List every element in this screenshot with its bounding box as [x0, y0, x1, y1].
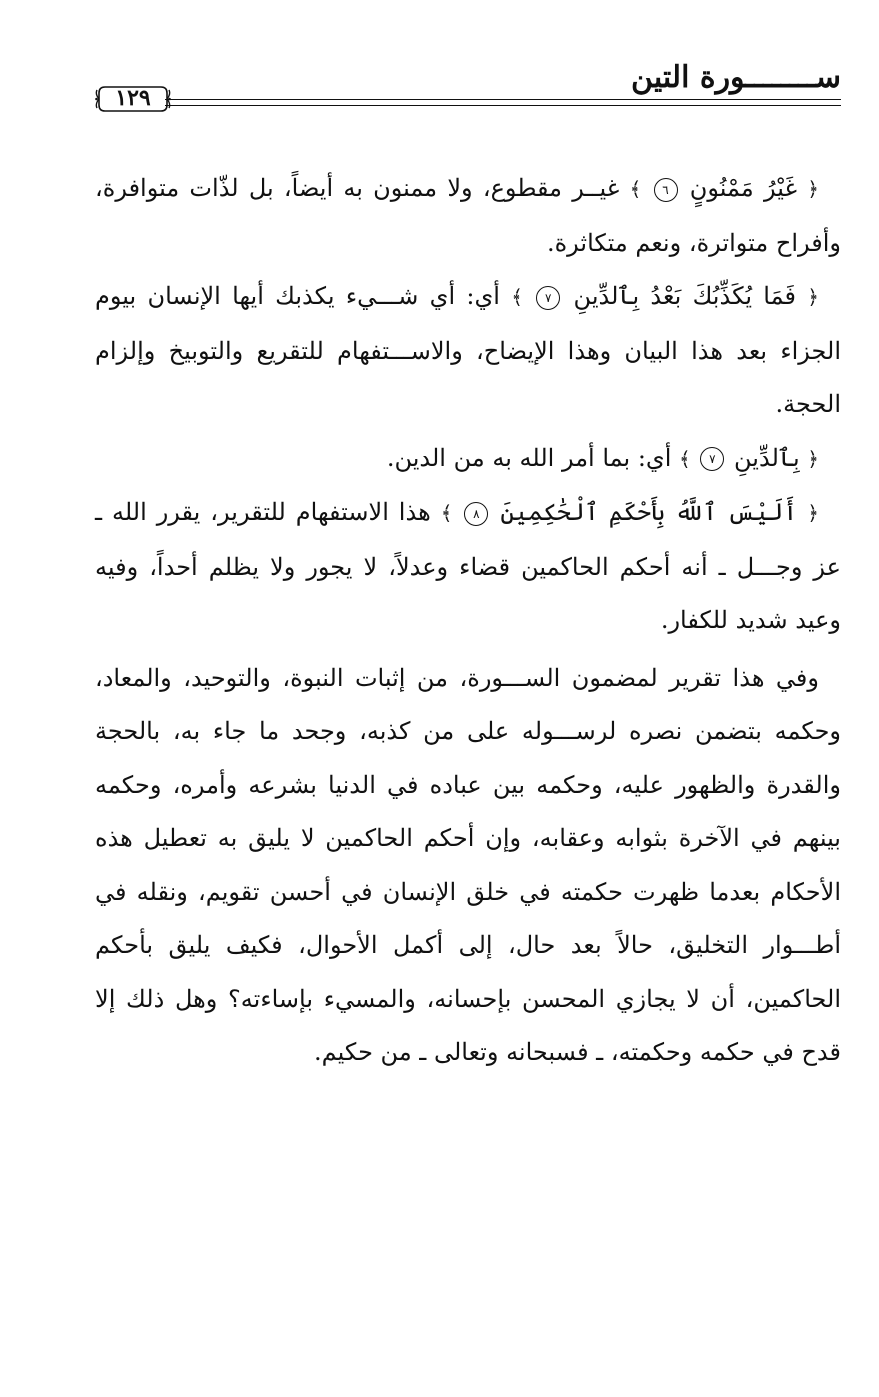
page-header [95, 58, 841, 128]
ayah-number-marker: ٧ [536, 286, 560, 310]
page-number: ١٢٩ [115, 85, 151, 111]
tafsir-paragraph [95, 162, 841, 270]
commentary-text: أي: أي شـــيء يكذبك أيها الإنسان بيوم الجزاء بعد هذا البيان وهذا الإيضاح، والاســـتفهام للتقريع والتوبيخ وإلزام الحجة. [95, 282, 842, 418]
verse-close-bracket: ﴾ [679, 446, 691, 471]
page-body [95, 162, 841, 1080]
header-rule-bottom [165, 105, 841, 106]
commentary-text: أي: بما أمر الله به من الدين. [386, 443, 672, 472]
tafsir-paragraph [95, 432, 841, 487]
summary-paragraph: وفي هذا تقرير لمضمون الســـورة، من إثبات النبوة، والتوحيد، والمعاد، وحكمه بتضمن نصره لرســـوله على من كذبه، وجحد ما جاء به، بالحجة والقدرة والظهور عليه، وحكمه بين عباده في الدنيا بشرعه وأمره، وحكمه بينهم في الآخرة بثوابه وعقابه، وإن أحكم الحاكمين لا يليق به تعطيل هذه الأحكام بعدما ظهرت حكمته في خلق الإنسان في أحسن تقويم، ونقله في أطـــوار التخليق، حالاً بعد حال، إلى أكمل الأحوال، فكيف يليق بأحكم الحاكمين، أن لا يجازي المحسن بإحسانه، والمسيء بإساءته؟ وهل ذلك إلا قدح في حكمه وحكمته، ـ فسبحانه وتعالى ـ من حكيم. [95, 663, 841, 1066]
tafsir-paragraph [95, 486, 841, 648]
commentary-text: غيــر مقطوع، ولا ممنون به أيضاً، بل لذّات متوافرة، وأفراح متواترة، ونعم متكاثرة. [95, 174, 841, 257]
page-number-frame [95, 82, 171, 116]
quran-verse: فَمَا يُكَذِّبُكَ بَعْدُ بِٱلدِّينِ [573, 282, 796, 310]
quran-verse: بِٱلدِّينِ [734, 443, 800, 472]
commentary-text: هذا الاستفهام للتقرير، يقرر الله ـ عز وجـــل ـ أنه أحكم الحاكمين قضاء وعدلاً، لا يجور ولا يظلم أحداً، وفيه وعيد شديد للكفار. [95, 498, 841, 634]
verse-open-bracket: ﴿ [807, 501, 819, 525]
verse-close-bracket: ﴾ [629, 177, 642, 201]
quran-verse: غَيْرُ مَمْنُونٍ [689, 174, 798, 202]
verse-open-bracket: ﴿ [807, 177, 819, 201]
quran-verse: أَلَيْسَ ٱللَّهُ بِأَحْكَمِ ٱلْحَٰكِمِينَ [500, 498, 798, 526]
verse-close-bracket: ﴾ [440, 501, 453, 525]
verse-open-bracket: ﴿ [807, 446, 819, 471]
ayah-number-marker: ٧ [700, 447, 724, 471]
header-rule-top [165, 99, 841, 100]
ayah-number-marker: ٦ [654, 178, 678, 202]
ayah-number-marker: ٨ [464, 502, 488, 526]
tafsir-paragraph [95, 270, 841, 432]
verse-close-bracket: ﴾ [511, 285, 523, 309]
surah-title: ســــــــورة التين [630, 60, 841, 95]
verse-open-bracket: ﴿ [807, 285, 819, 309]
